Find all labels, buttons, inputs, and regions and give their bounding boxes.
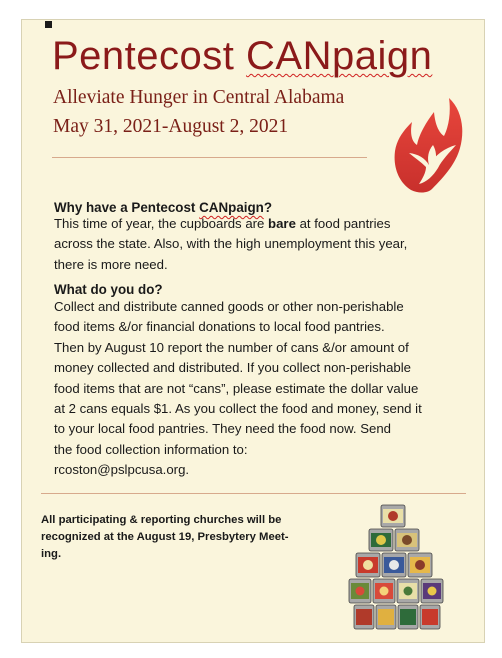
- why-heading: [54, 200, 272, 215]
- why-line-2: across the state. Also, with the high unemployment this year,: [54, 236, 408, 252]
- page-title: [52, 34, 432, 79]
- what-line: the food collection information to:: [54, 441, 248, 457]
- recognition-line: All participating & reporting churches will be: [41, 514, 282, 526]
- what-line: food items that are not “cans”, please estimate the dollar value: [54, 380, 419, 396]
- why-heading-highlight: CANpaign: [199, 200, 264, 215]
- why-line-1: [54, 214, 407, 234]
- divider-top: [52, 157, 367, 158]
- why-line-3: there is more need.: [54, 256, 168, 272]
- why-line-1-a: This time of year, the cupboards are: [54, 216, 269, 231]
- recognition-line: recognized at the August 19, Presbytery Meet-: [41, 531, 289, 543]
- holy-spirit-flame-dove-icon: [392, 96, 472, 196]
- subtitle: Alleviate Hunger in Central Alabama: [53, 87, 345, 108]
- email-link[interactable]: rcoston@pslpcusa.org.: [54, 462, 190, 478]
- why-heading-suffix: ?: [263, 200, 273, 215]
- what-heading: What do you do?: [54, 282, 163, 297]
- selection-handle[interactable]: [45, 21, 52, 28]
- what-line: Then by August 10 report the number of cans &/or amount of: [54, 339, 409, 355]
- why-heading-prefix: Why have a Pentecost: [54, 200, 200, 215]
- what-paragraph: [54, 297, 422, 481]
- what-line: to your local food pantries. They need the food now. Send: [54, 421, 392, 437]
- why-line-1-bold: bare: [268, 216, 296, 231]
- recognition-note: [41, 512, 289, 563]
- what-line: Collect and distribute canned goods or other non-perishable: [54, 299, 404, 314]
- why-paragraph: [54, 214, 407, 275]
- title-prefix: Pentecost: [52, 34, 247, 78]
- divider-bottom: [41, 493, 466, 494]
- what-line: money collected and distributed. If you collect non-perishable: [54, 360, 412, 376]
- campaign-dates: May 31, 2021-August 2, 2021: [53, 116, 289, 137]
- what-line: at 2 cans equals $1. As you collect the food and money, send it: [54, 401, 422, 417]
- canned-food-pyramid-icon: [348, 503, 444, 631]
- why-line-1-b: at food pantries: [295, 216, 391, 231]
- what-line: food items &/or financial donations to local food pantries.: [54, 319, 385, 335]
- title-highlight: CANpaign: [246, 34, 433, 78]
- recognition-line: ing.: [41, 548, 62, 560]
